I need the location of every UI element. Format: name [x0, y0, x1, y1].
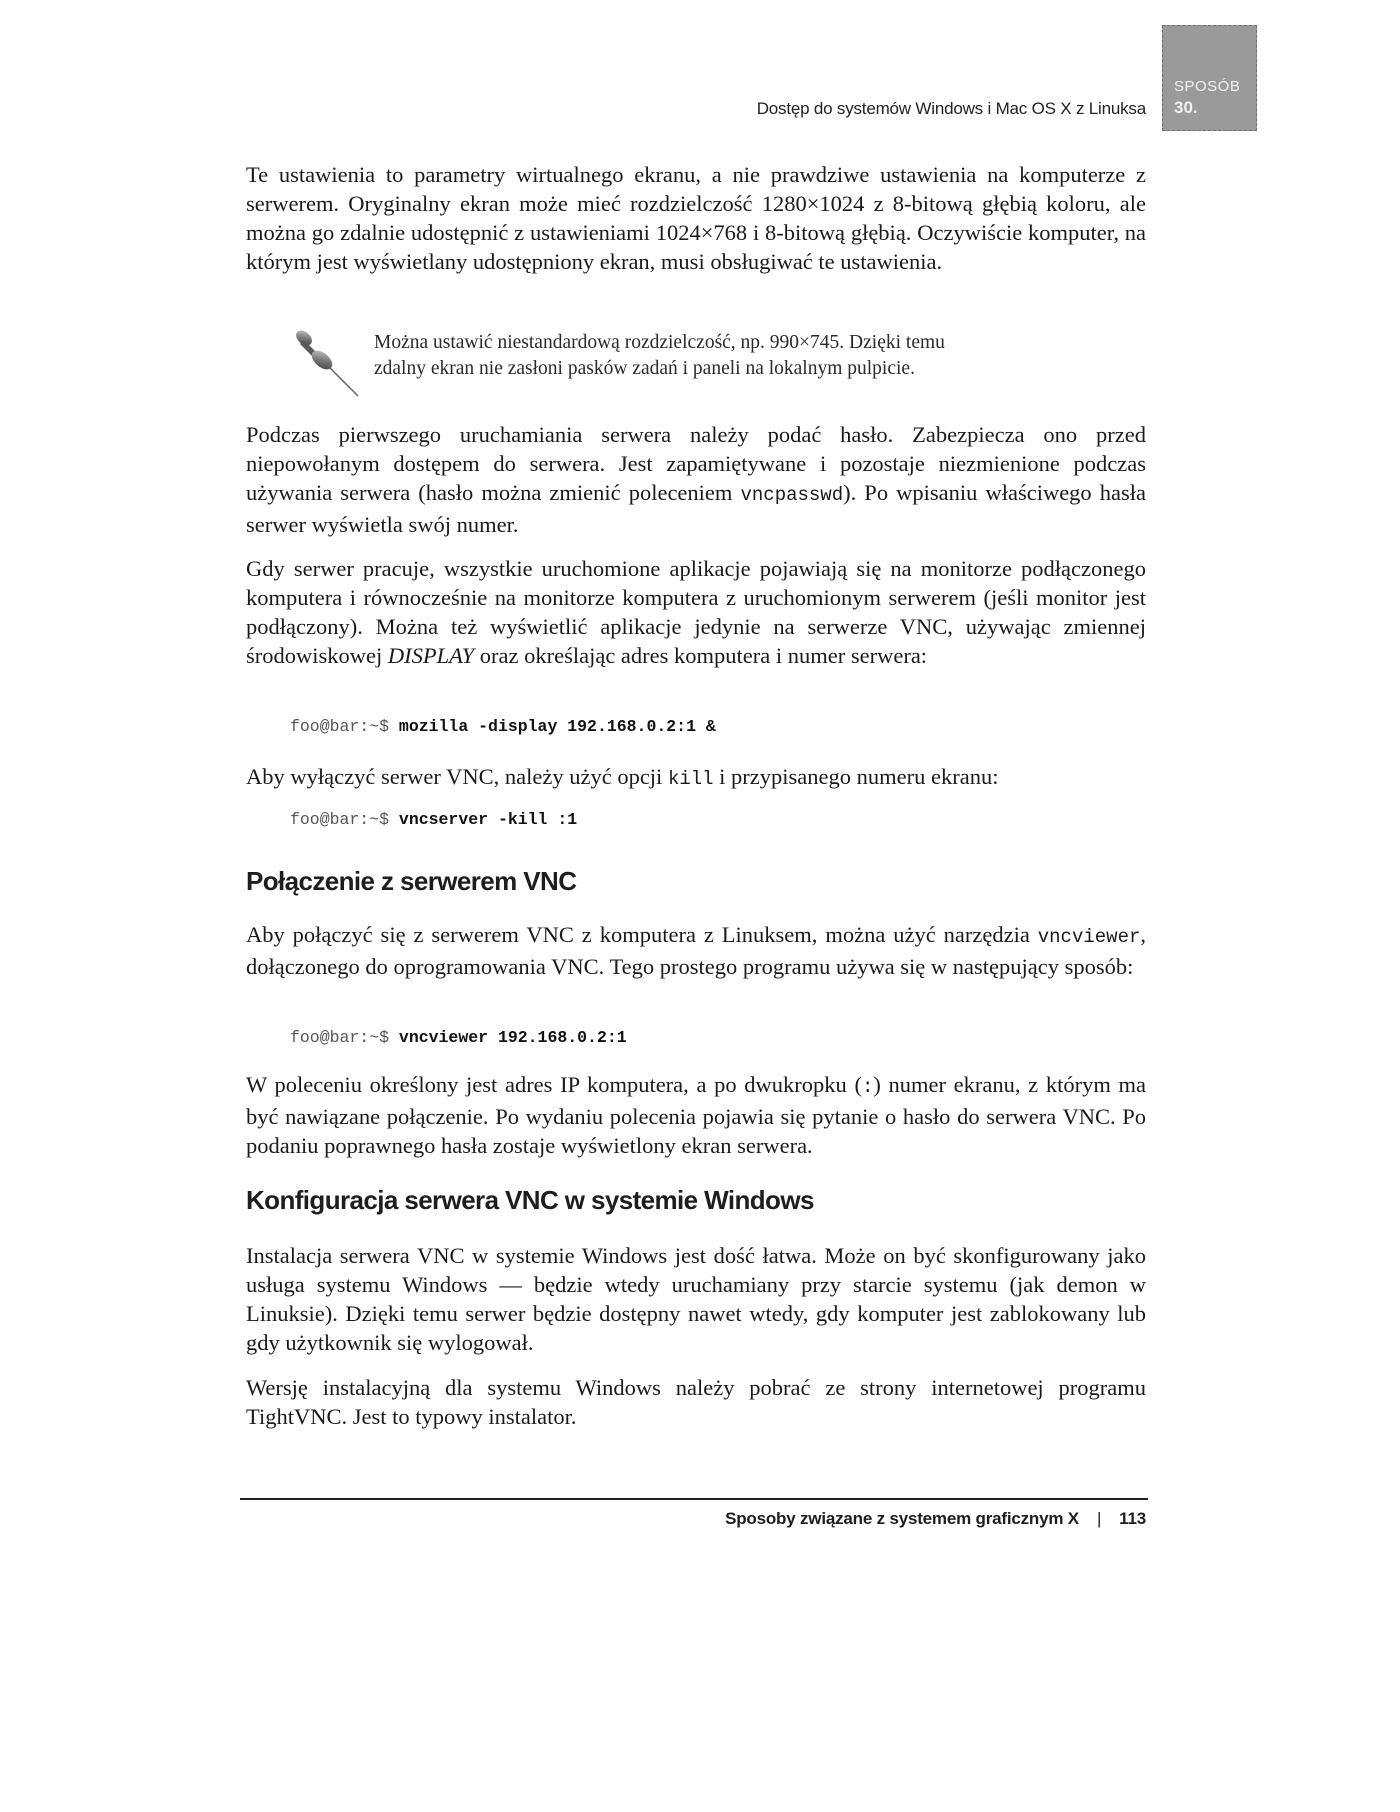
shell-prompt: foo@bar:~$	[290, 1028, 399, 1047]
inline-code-vncviewer: vncviewer	[1037, 926, 1141, 948]
tip-line-1: Można ustawić niestandardową rozdzielczość, np. 990×745. Dzięki temu	[374, 332, 945, 353]
paragraph-7: Instalacja serwera VNC w systemie Windows jest dość łatwa. Może on być skonfigurowany jako usługa systemu Windows — będzie wtedy uruchamiany przy starcie systemu (jak demon w Linuksie). Dzięki temu serwer będzie dostępny nawet wtedy, gdy komputer jest zablokowany lub gdy użytkownik się wylogował.	[246, 1243, 1146, 1355]
page-footer	[725, 1509, 1146, 1529]
paragraph-3-text: Gdy serwer pracuje, wszystkie uruchomione aplikacje pojawiają się na monitorze podłączonego komputera i równocześnie na monitorze komputera z uruchomionym serwerem (jeśli monitor jest podłączony). Można też wyświetlić aplikacje jedynie na serwerze VNC, używając zmiennej środowiskowej	[246, 556, 1146, 668]
running-header: Dostęp do systemów Windows i Mac OS X z Linuksa	[756, 99, 1146, 118]
env-var-display: DISPLAY	[387, 643, 475, 668]
paragraph-3	[246, 554, 1146, 670]
code-block-2	[290, 810, 577, 829]
paragraph-5-text-end: , dołączonego do oprogramowania VNC. Tego prostego programu używa się w następujący sposób:	[246, 922, 1146, 979]
paragraph-6-text-end: ) numer ekranu, z którym ma być nawiązane połączenie. Po wydaniu polecenia pojawia się pytanie o hasło do serwera VNC. Po podaniu poprawnego hasła zostaje wyświetlony ekran serwera.	[246, 1072, 1146, 1158]
tip-text	[374, 330, 1074, 382]
paragraph-4-text-end: i przypisanego numeru ekranu:	[713, 764, 999, 789]
footer-separator: |	[1096, 1509, 1102, 1528]
shell-command: mozilla -display 192.168.0.2:1 &	[398, 717, 716, 736]
paragraph-8: Wersję instalacyjną dla systemu Windows należy pobrać ze strony internetowej programu TightVNC. Jest to typowy instalator.	[246, 1375, 1146, 1429]
paragraph-2	[246, 420, 1146, 539]
paragraph-6	[246, 1070, 1146, 1160]
tab-number: 30.	[1174, 98, 1198, 117]
tip-note	[290, 326, 1090, 398]
inline-code-colon: :	[861, 1076, 874, 1098]
paragraph-2-text: Podczas pierwszego uruchamiania serwera należy podać hasło. Zabezpiecza ono przed niepowołanym dostępem do serwera. Jest zapamiętywane i pozostaje niezmienione podczas używania serwera (hasło można zmienić poleceniem	[246, 422, 1146, 505]
chapter-tab	[1162, 25, 1257, 131]
inline-code-kill: kill	[667, 768, 714, 790]
shell-prompt: foo@bar:~$	[290, 717, 399, 736]
shell-command: vncserver -kill :1	[398, 810, 578, 829]
shell-command: vncviewer 192.168.0.2:1	[398, 1028, 627, 1047]
paragraph-5-text: Aby połączyć się z serwerem VNC z komputera z Linuksem, można użyć narzędzia	[246, 922, 1038, 947]
shell-prompt: foo@bar:~$	[290, 810, 399, 829]
paragraph-1: Te ustawienia to parametry wirtualnego ekranu, a nie prawdziwe ustawienia na komputerze z serwerem. Oryginalny ekran może mieć rozdzielczość 1280×1024 z 8-bitową głębią koloru, ale można go zdalnie udostępnić z ustawieniami 1024×768 i 8-bitową głębią. Oczywiście komputer, na którym jest wyświetlany udostępniony ekran, musi obsługiwać te ustawienia.	[246, 162, 1146, 274]
inline-code-vncpasswd: vncpasswd	[740, 484, 844, 506]
section-heading-vnc-connection: Połączenie z serwerem VNC	[246, 866, 577, 896]
code-block-1	[290, 717, 716, 736]
paragraph-3-text-end: oraz określając adres komputera i numer serwera:	[474, 643, 928, 668]
pushpin-icon	[290, 326, 362, 398]
paragraph-2-text-end: ). Po wpisaniu właściwego hasła serwer wyświetla swój numer.	[246, 480, 1146, 537]
paragraph-4-text: Aby wyłączyć serwer VNC, należy użyć opcji	[246, 764, 668, 789]
tab-label: SPOSÓB	[1174, 78, 1241, 95]
page-number: 113	[1119, 1509, 1146, 1528]
code-block-3	[290, 1028, 627, 1047]
paragraph-4	[246, 762, 1146, 794]
section-heading-windows-config: Konfiguracja serwera VNC w systemie Windows	[246, 1185, 814, 1215]
footer-chapter-title: Sposoby związane z systemem graficznym X	[725, 1509, 1079, 1528]
paragraph-5	[246, 920, 1146, 981]
paragraph-6-text: W poleceniu określony jest adres IP komputera, a po dwukropku (	[246, 1072, 862, 1097]
tip-line-2: zdalny ekran nie zasłoni pasków zadań i paneli na lokalnym pulpicie.	[374, 358, 915, 379]
footer-rule	[240, 1498, 1148, 1500]
